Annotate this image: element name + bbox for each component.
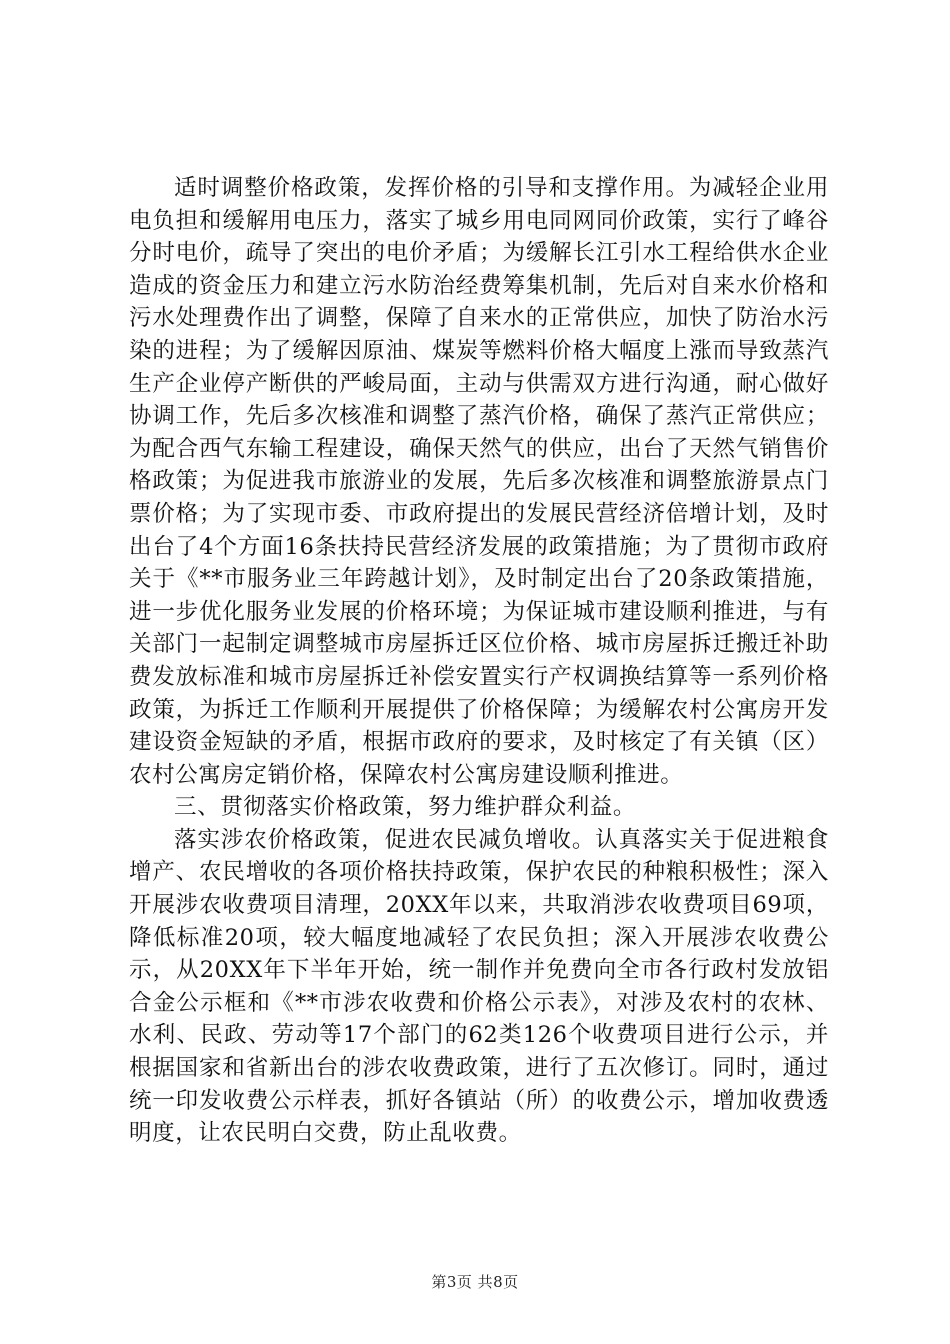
section-heading-three: 三、贯彻落实价格政策，努力维护群众利益。 — [174, 794, 637, 821]
paragraph-price-policy-adjustment: 适时调整价格政策，发挥价格的引导和支撑作用。为减轻企业用电负担和缓解用电压力，落实了城乡用电同网同价政策，实行了峰谷分时电价，疏导了突出的电价矛盾；为缓解长江引水工程给供水企业造成的资金压力和建立污水防治经费筹集机制，先后对自来水价格和污水处理费作出了调整，保障了自来水的正常供应，加快了防治水污染的进程；为了缓解因原油、煤炭等燃料价格大幅度上涨而导致蒸汽生产企业停产断供的严峻局面，主动与供需双方进行沟通，耐心做好协调工作，先后多次核准和调整了蒸汽价格，确保了蒸汽正常供应；为配合西气东输工程建设，确保天然气的供应，出台了天然气销售价格政策；为促进我市旅游业的发展，先后多次核准和调整旅游景点门票价格；为了实现市委、市政府提出的发展民营经济倍增计划，及时出台了4个方面16条扶持民营经济发展的政策措施；为了贯彻市政府关于《**市服务业三年跨越计划》，及时制定出台了20条政策措施，进一步优化服务业发展的价格环境；为保证城市建设顺利推进，与有关部门一起制定调整城市房屋拆迁区位价格、城市房屋拆迁搬迁补助费发放标准和城市房屋拆迁补偿安置实行产权调换结算等一系列价格政策，为拆迁工作顺利开展提供了价格保障；为缓解农村公寓房开发建设资金短缺的矛盾，根据市政府的要求，及时核定了有关镇（区）农村公寓房定销价格，保障农村公寓房建设顺利推进。 — [129, 175, 829, 788]
paragraph-agricultural-price-policy: 落实涉农价格政策，促进农民减负增收。认真落实关于促进粮食增产、农民增收的各项价格扶持政策，保护农民的种粮积极性；深入开展涉农收费项目清理，20XX年以来，共取消涉农收费项目69项，降低标准20项，较大幅度地减轻了农民负担；深入开展涉农收费公示，从20XX年下半年开始，统一制作并免费向全市各行政村发放铝合金公示框和《**市涉农收费和价格公示表》，对涉及农村的农林、水利、民政、劳动等17个部门的62类126个收费项目进行公示，并根据国家和省新出台的涉农收费政策，进行了五次修订。同时，通过统一印发收费公示样表，抓好各镇站（所）的收费公示，增加收费透明度，让农民明白交费，防止乱收费。 — [129, 826, 829, 1147]
page-number-footer: 第3页 共8页 — [431, 1273, 519, 1291]
document-body — [129, 172, 829, 1150]
